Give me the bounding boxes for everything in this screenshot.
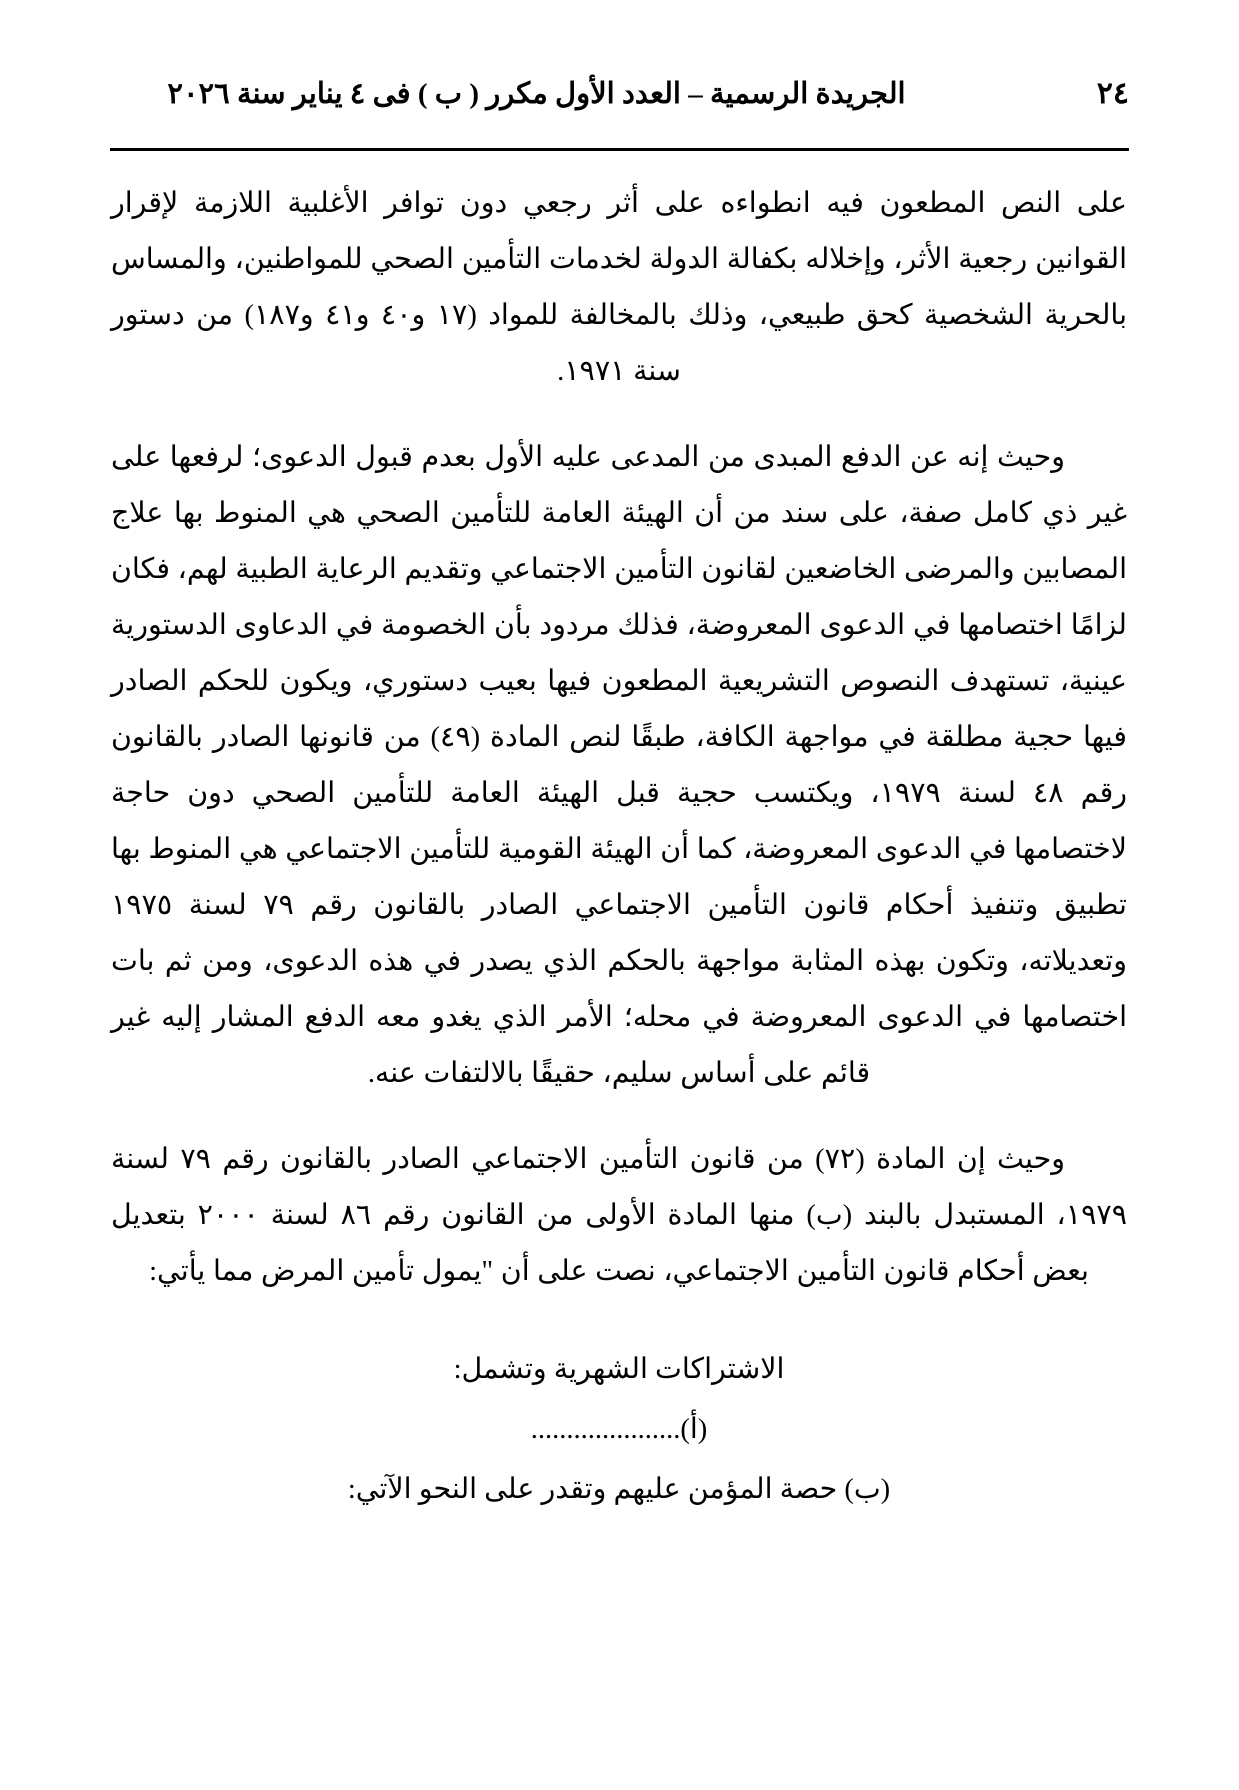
line-monthly-subscriptions: الاشتراكات الشهرية وتشمل: — [453, 1354, 785, 1385]
spacer — [111, 1330, 1127, 1342]
document-body — [111, 176, 1127, 1522]
paragraph-plea-of-inadmissibility: وحيث إنه عن الدفع المبدى من المدعى عليه الأول بعدم قبول الدعوى؛ لرفعها على غير ذي كامل صفة، على سند من أن الهيئة العامة للتأمين الصحي هي المنوط بها علاج المصابين والمرضى الخاضعين لقانون التأمين الاجتماعي وتقديم الرعاية الطبية لهم، فكان لزامًا اختصامها في الدعوى المعروضة، فذلك مردود بأن الخصومة في الدعاوى الدستورية عينية، تستهدف النصوص التشريعية المطعون فيها بعيب دستوري، ويكون للحكم الصادر فيها حجية مطلقة في مواجهة الكافة، طبقًا لنص المادة (٤٩) من قانونها الصادر بالقانون رقم ٤٨ لسنة ١٩٧٩، ويكتسب حجية قبل الهيئة العامة للتأمين الصحي دون حاجة لاختصامها في الدعوى المعروضة، كما أن الهيئة القومية للتأمين الاجتماعي هي المنوط بها تطبيق وتنفيذ أحكام قانون التأمين الاجتماعي الصادر بالقانون رقم ٧٩ لسنة ١٩٧٥ وتعديلاته، وتكون بهذه المثابة مواجهة بالحكم الذي يصدر في هذه الدعوى، ومن ثم بات اختصامها في الدعوى المعروضة في محله؛ الأمر الذي يغدو معه الدفع المشار إليه غير قائم على أساس سليم، حقيقًا بالالتفات عنه. — [111, 442, 1128, 1089]
page-number: ٢٤ — [1096, 77, 1129, 110]
gazette-title: الجريدة الرسمية – العدد الأول مكرر ( ب ) فى ٤ يناير سنة ٢٠٢٦ — [167, 78, 906, 110]
paragraph-grounds-of-challenge: على النص المطعون فيه انطواءه على أثر رجعي دون توافر الأغلبية اللازمة لإقرار القوانين رجعية الأثر، وإخلاله بكفالة الدولة لخدمات التأمين الصحي للمواطنين، والمساس بالحرية الشخصية كحق طبيعي، وذلك بالمخالفة للمواد (١٧ و٤٠ و٤١ و١٨٧) من دستور سنة ١٩٧١. — [111, 188, 1128, 387]
list-item-b: (ب) حصة المؤمن عليهم وتقدر على النحو الآتي: — [347, 1474, 891, 1505]
header-divider-rule — [110, 148, 1129, 151]
page-header — [110, 76, 1129, 111]
paragraph-article-72-text: وحيث إن المادة (٧٢) من قانون التأمين الاجتماعي الصادر بالقانون رقم ٧٩ لسنة ١٩٧٩، المستبدل بالبند (ب) منها المادة الأولى من القانون رقم ٨٦ لسنة ٢٠٠٠ بتعديل بعض أحكام قانون التأمين الاجتماعي، نصت على أن "يمول تأمين المرض مما يأتي: — [111, 1144, 1127, 1287]
list-item-a: (أ)..................... — [530, 1414, 708, 1445]
